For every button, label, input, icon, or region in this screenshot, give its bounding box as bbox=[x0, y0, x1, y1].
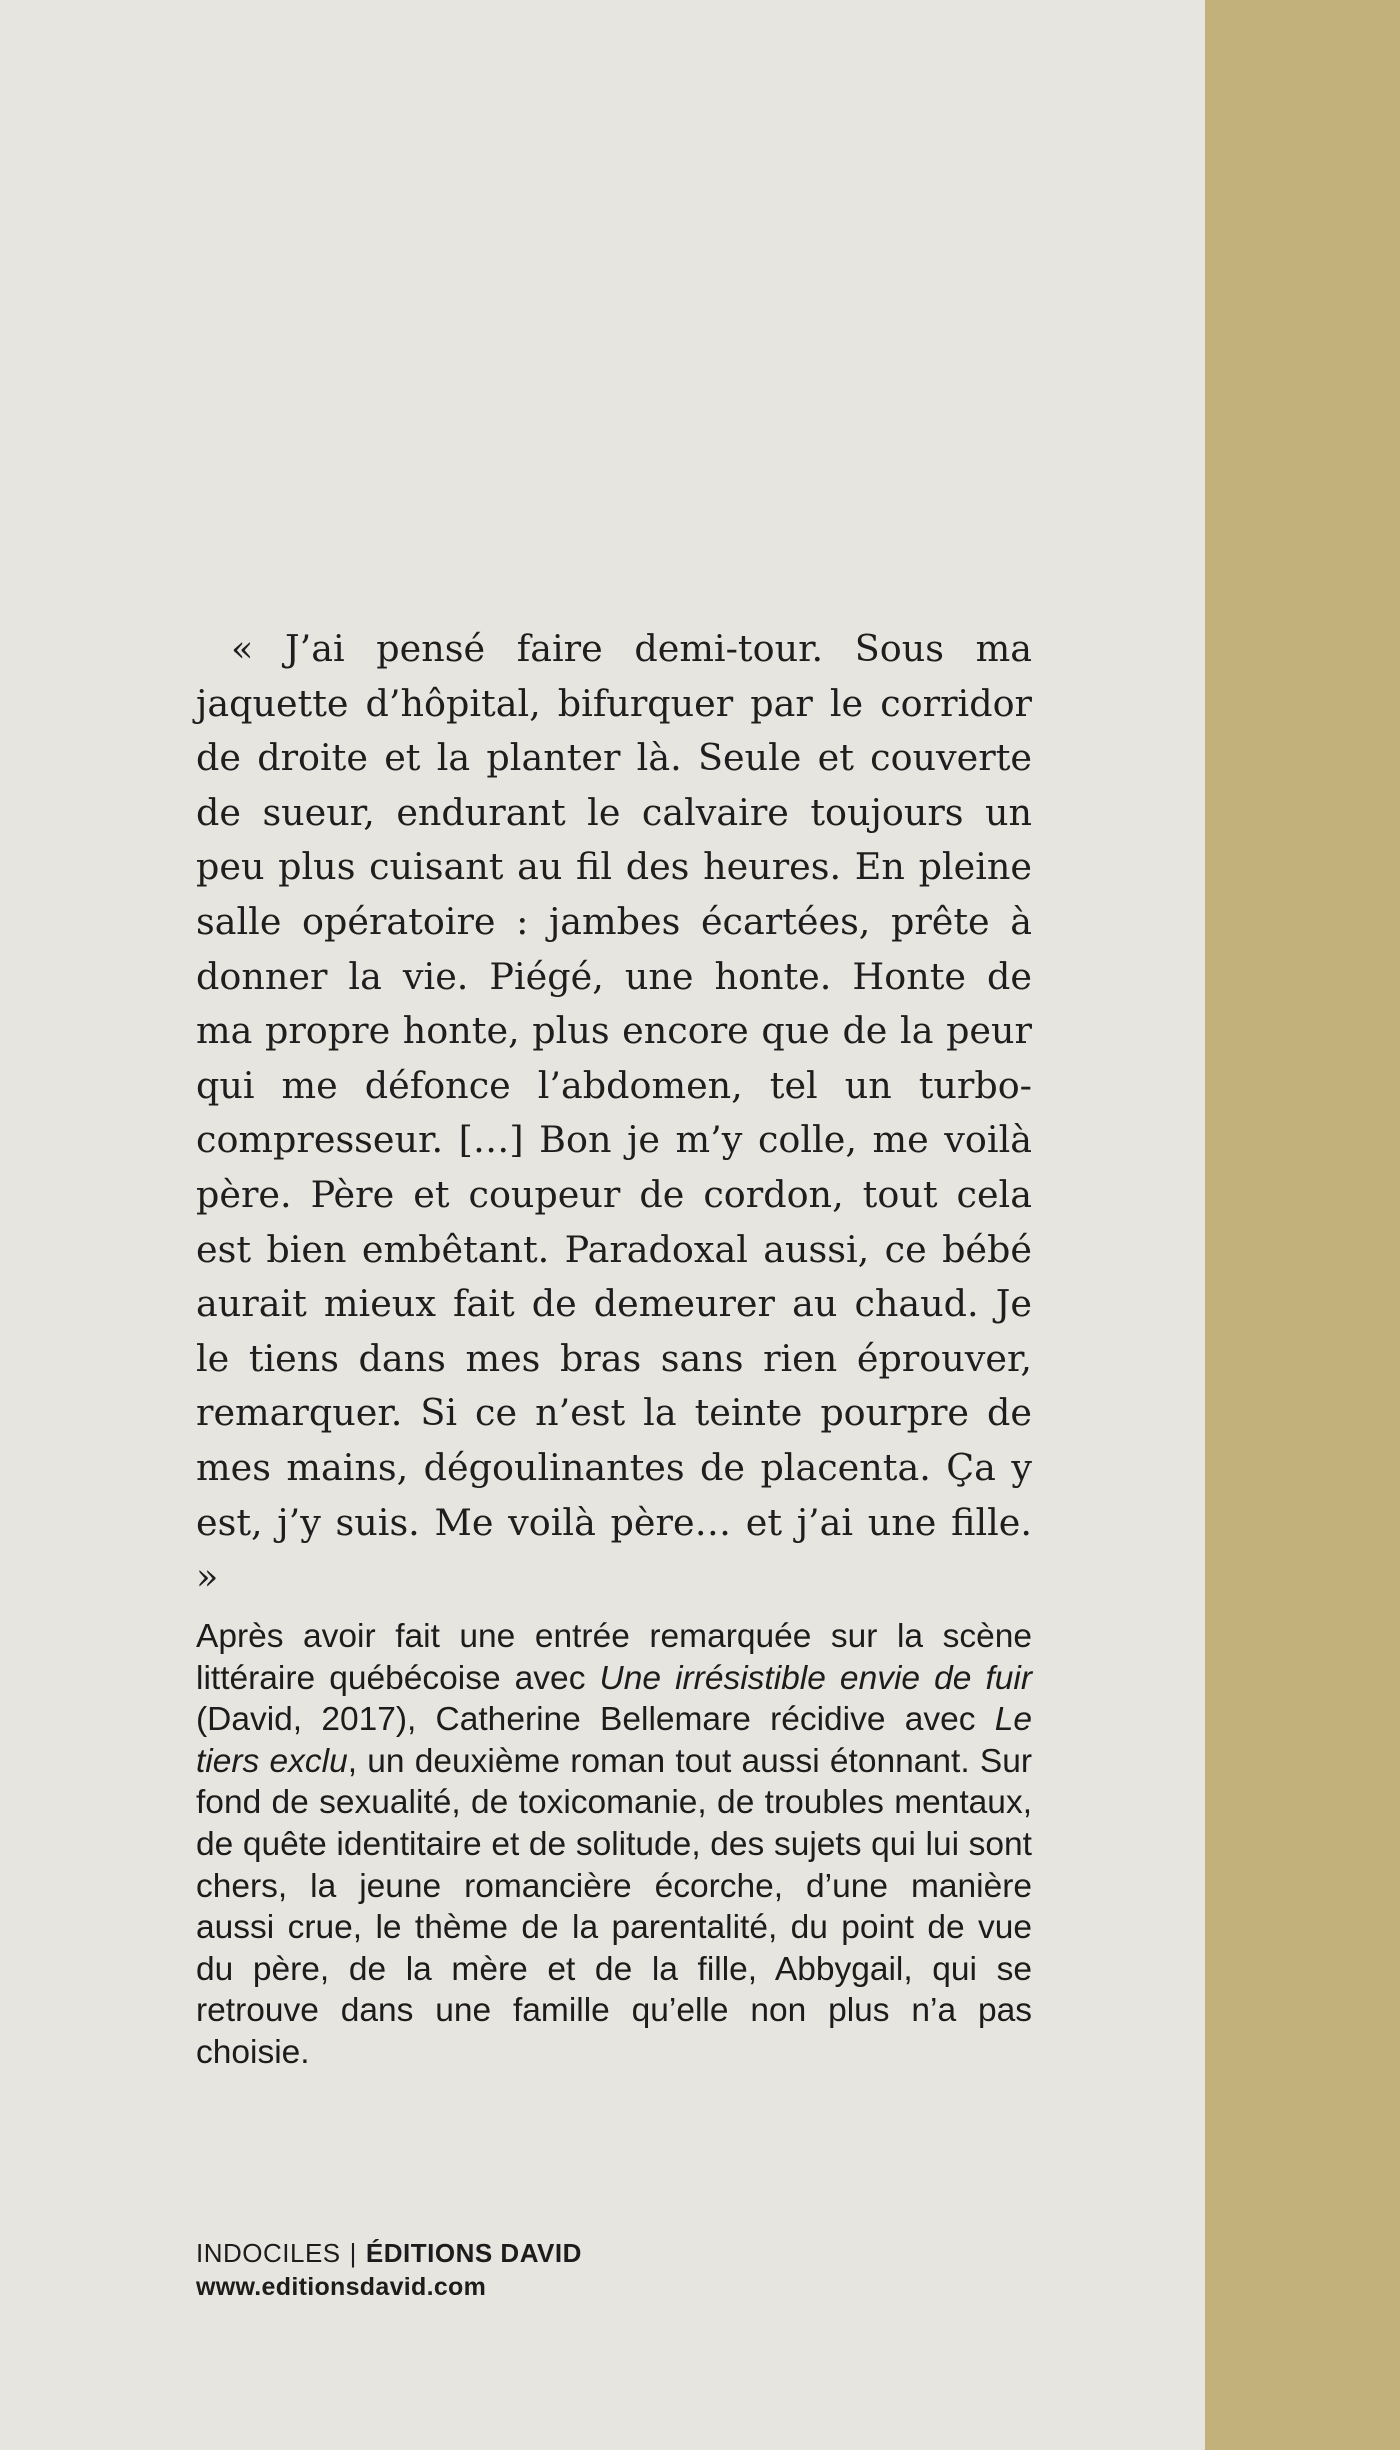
imprint-separator: | bbox=[349, 2238, 357, 2268]
excerpt-quote: « J’ai pensé faire demi-tour. Sous ma jaquette d’hôpital, bifurquer par le corridor de droite et la planter là. Seule et couverte de sueur, endurant le calvaire toujours un peu plus cuisant au fil des heures. En pleine salle opératoire : jambes écartées, prête à donner la vie. Piégé, une honte. Honte de ma propre honte, plus encore que de la peur qui me défonce l’abdomen, tel un turbo-compresseur. […] Bon je m’y colle, me voilà père. Père et coupeur de cordon, tout cela est bien embêtant. Paradoxal aussi, ce bébé aurait mieux fait de demeurer au chaud. Je le tiens dans mes bras sans rien éprouver, remarquer. Si ce n’est la teinte pourpre de mes mains, dégoulinantes de placenta. Ça y est, j’y suis. Me voilà père… et j’ai une fille. » bbox=[196, 627, 1032, 1599]
description-text-1: Après avoir fait une entrée remarquée sur la scène littéraire québécoise avec bbox=[196, 1618, 1032, 1697]
description-text-2: (David, 2017), Catherine Bellemare récidive avec bbox=[196, 1701, 995, 1739]
collection-name: INDOCILES bbox=[196, 2238, 341, 2268]
novel-title: Le tiers exclu bbox=[196, 1701, 1032, 1780]
description-text-3: , un deuxième roman tout aussi étonnant. Sur fond de sexualité, de toxicomanie, de troubles mentaux, de quête identitaire et de solitude, des sujets qui lui sont chers, la jeune romancière écorche, d’une manière aussi crue, le thème de la parentalité, du point de vue du père, de la mère et de la fille, Abbygail, qui se retrouve dans une famille qu’elle non plus n’a pas choisie. bbox=[196, 1742, 1032, 2071]
publisher-name: ÉDITIONS DAVID bbox=[365, 2238, 582, 2268]
previous-novel-title: Une irrésistible envie de fuir bbox=[599, 1659, 1032, 1697]
cover-color-band bbox=[1205, 0, 1400, 2450]
book-description bbox=[196, 1616, 1032, 2074]
imprint bbox=[196, 2236, 582, 2304]
publisher-website: www.editionsdavid.com bbox=[196, 2273, 487, 2301]
imprint-line bbox=[196, 2236, 582, 2270]
